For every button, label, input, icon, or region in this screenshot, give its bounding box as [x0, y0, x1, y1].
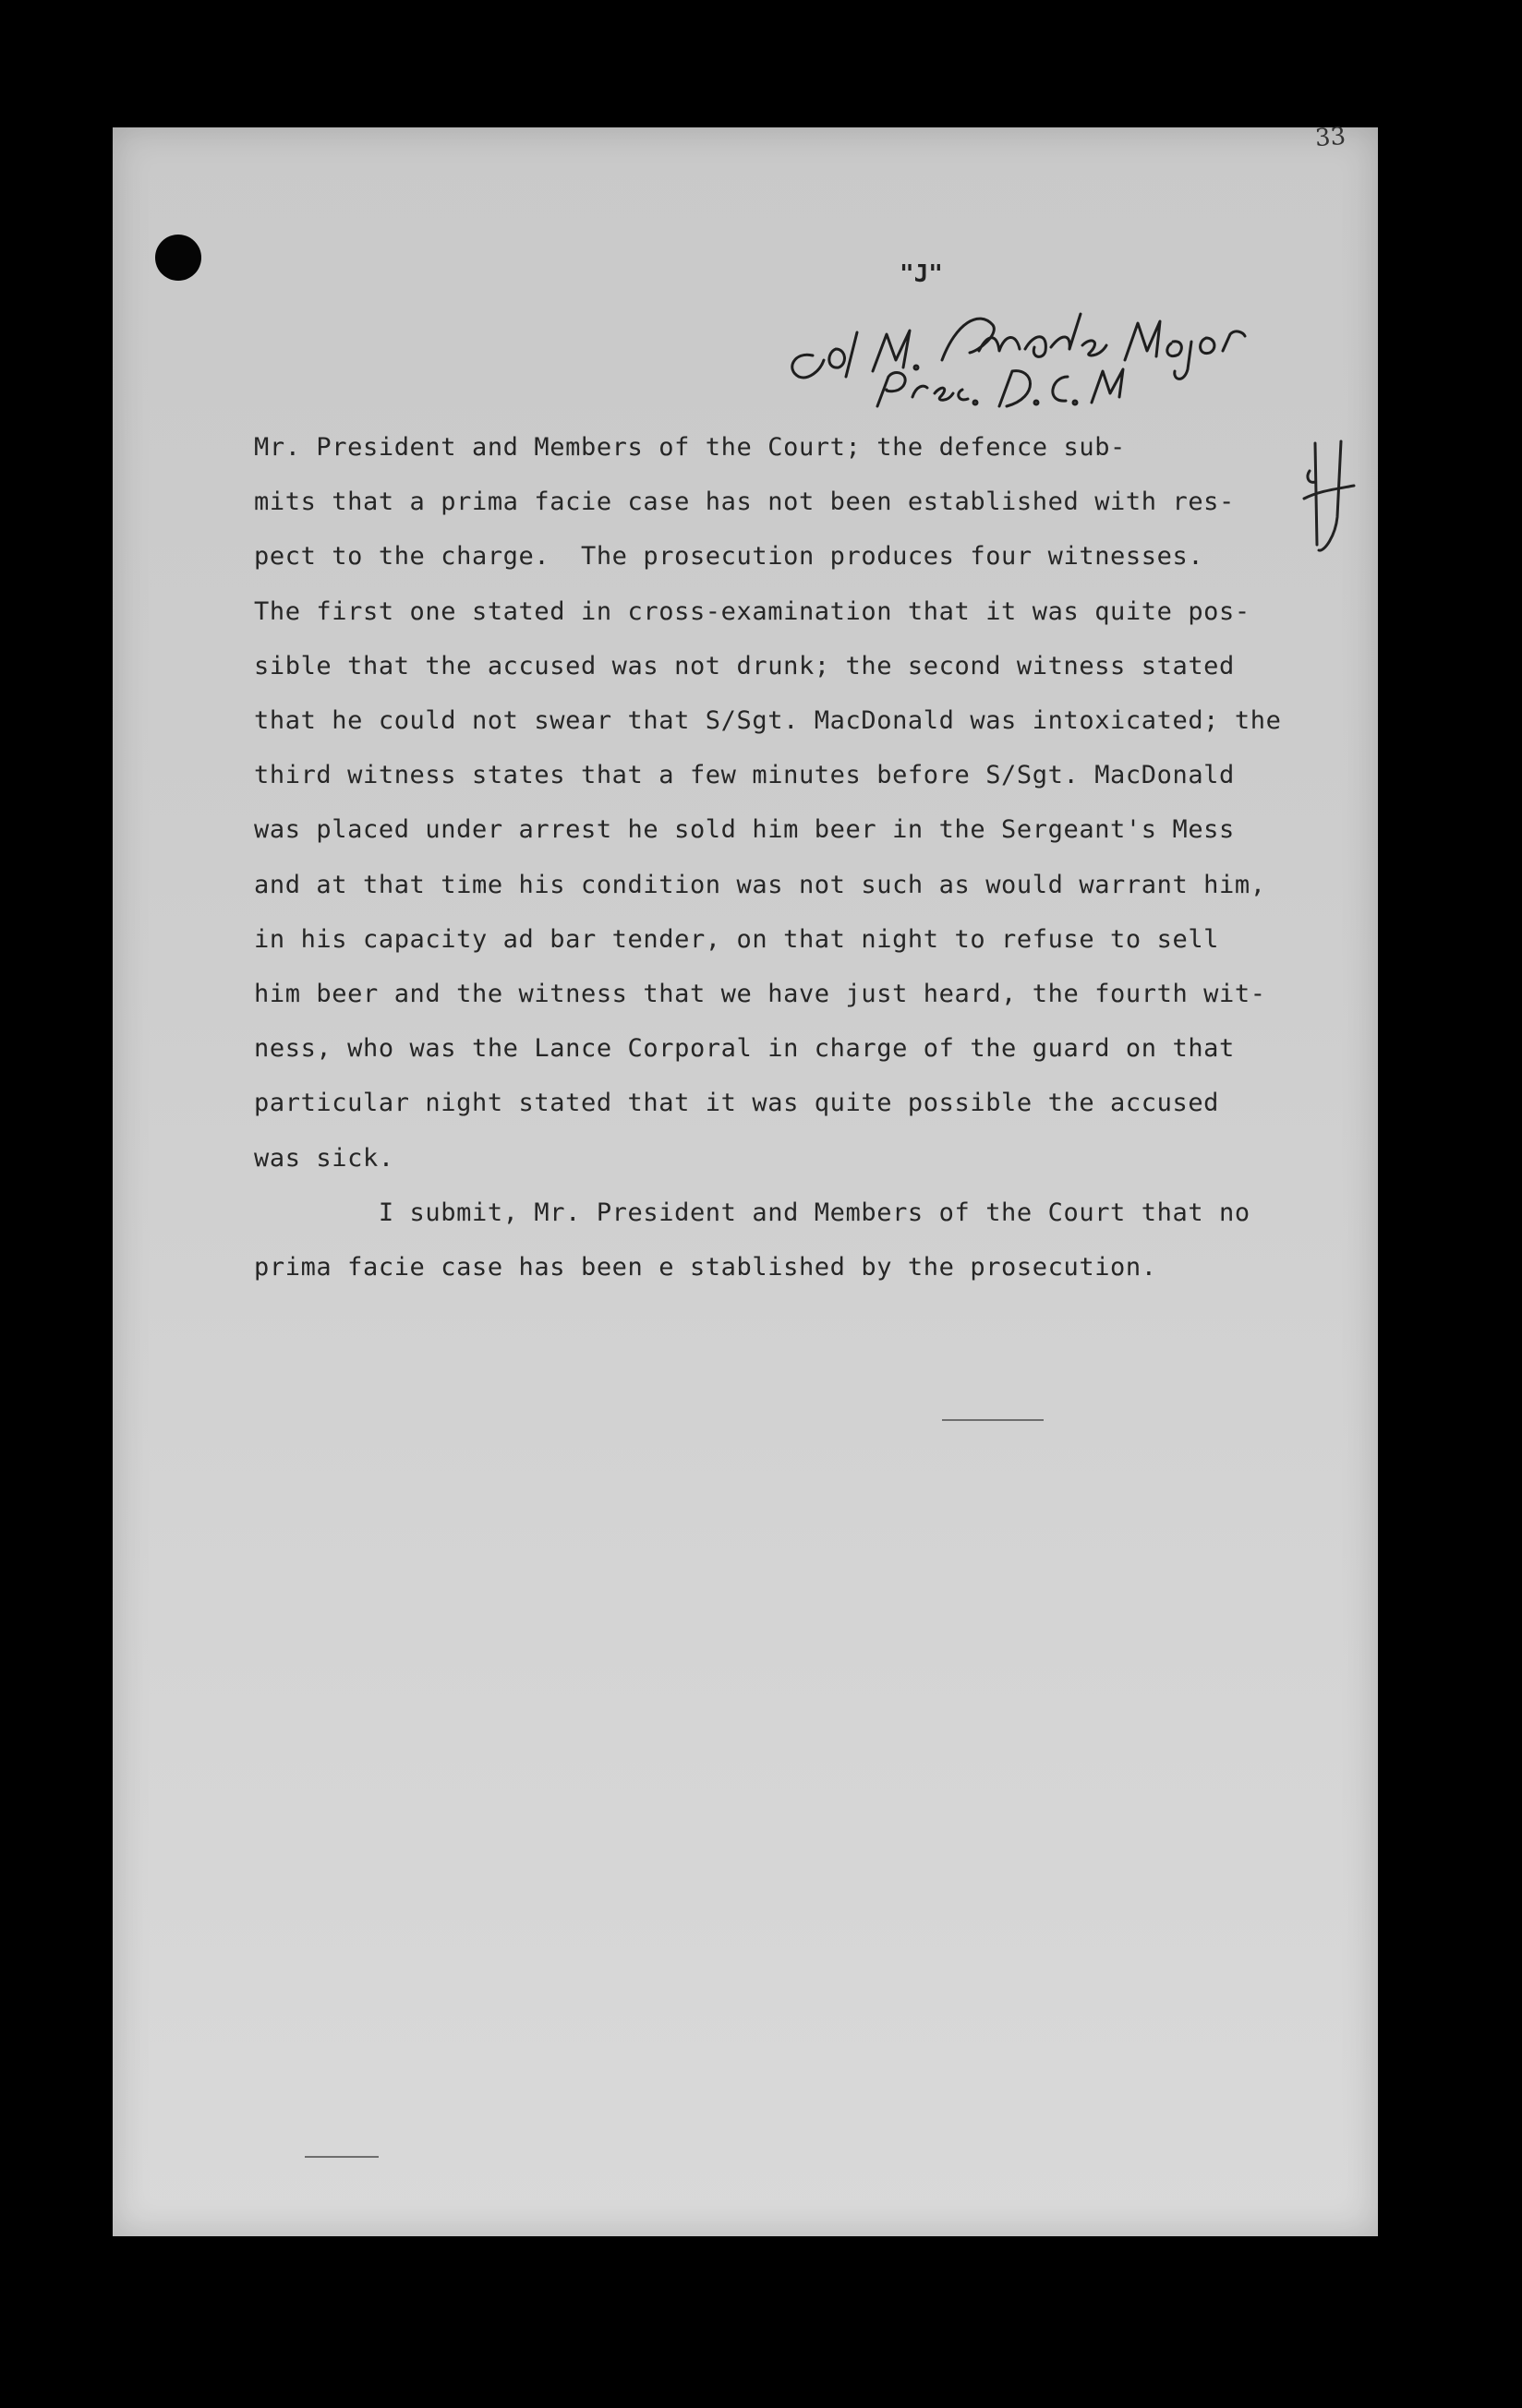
text-line: sible that the accused was not drunk; the second witness stated: [254, 651, 1235, 680]
stray-pencil-mark: [305, 2156, 379, 2158]
text-line: was sick.: [254, 1143, 394, 1173]
document-label: "J": [900, 260, 943, 288]
text-line: prima facie case has been e stablished by the prosecution.: [254, 1253, 1157, 1282]
stray-pencil-mark: [942, 1419, 1044, 1421]
text-line: I submit, Mr. President and Members of the Court that no: [254, 1198, 1250, 1227]
text-line: was placed under arrest he sold him beer in the Sergeant's Mess: [254, 815, 1235, 845]
document-body: [254, 420, 1307, 1294]
text-line: third witness states that a few minutes before S/Sgt. MacDonald: [254, 761, 1235, 790]
handwritten-signature: [757, 268, 1311, 425]
paragraph-1: [254, 420, 1307, 1186]
punch-hole: [155, 235, 201, 281]
text-line: him beer and the witness that we have just heard, the fourth wit-: [254, 980, 1266, 1009]
text-line: particular night stated that it was quite possible the accused: [254, 1089, 1220, 1118]
text-line: Mr. President and Members of the Court; the defence sub-: [254, 433, 1126, 462]
page-number: 33: [1313, 122, 1347, 153]
text-line: The first one stated in cross-examination that it was quite pos-: [254, 596, 1250, 626]
text-line: ness, who was the Lance Corporal in charge of the guard on that: [254, 1034, 1235, 1064]
text-line: that he could not swear that S/Sgt. MacDonald was intoxicated; the: [254, 706, 1282, 736]
text-line: pect to the charge. The prosecution produces four witnesses.: [254, 542, 1204, 572]
text-line: mits that a prima facie case has not been established with res-: [254, 488, 1235, 517]
paragraph-2: [254, 1186, 1307, 1294]
text-line: and at that time his condition was not such as would warrant him,: [254, 870, 1266, 899]
text-line: in his capacity ad bar tender, on that night to refuse to sell: [254, 924, 1220, 954]
